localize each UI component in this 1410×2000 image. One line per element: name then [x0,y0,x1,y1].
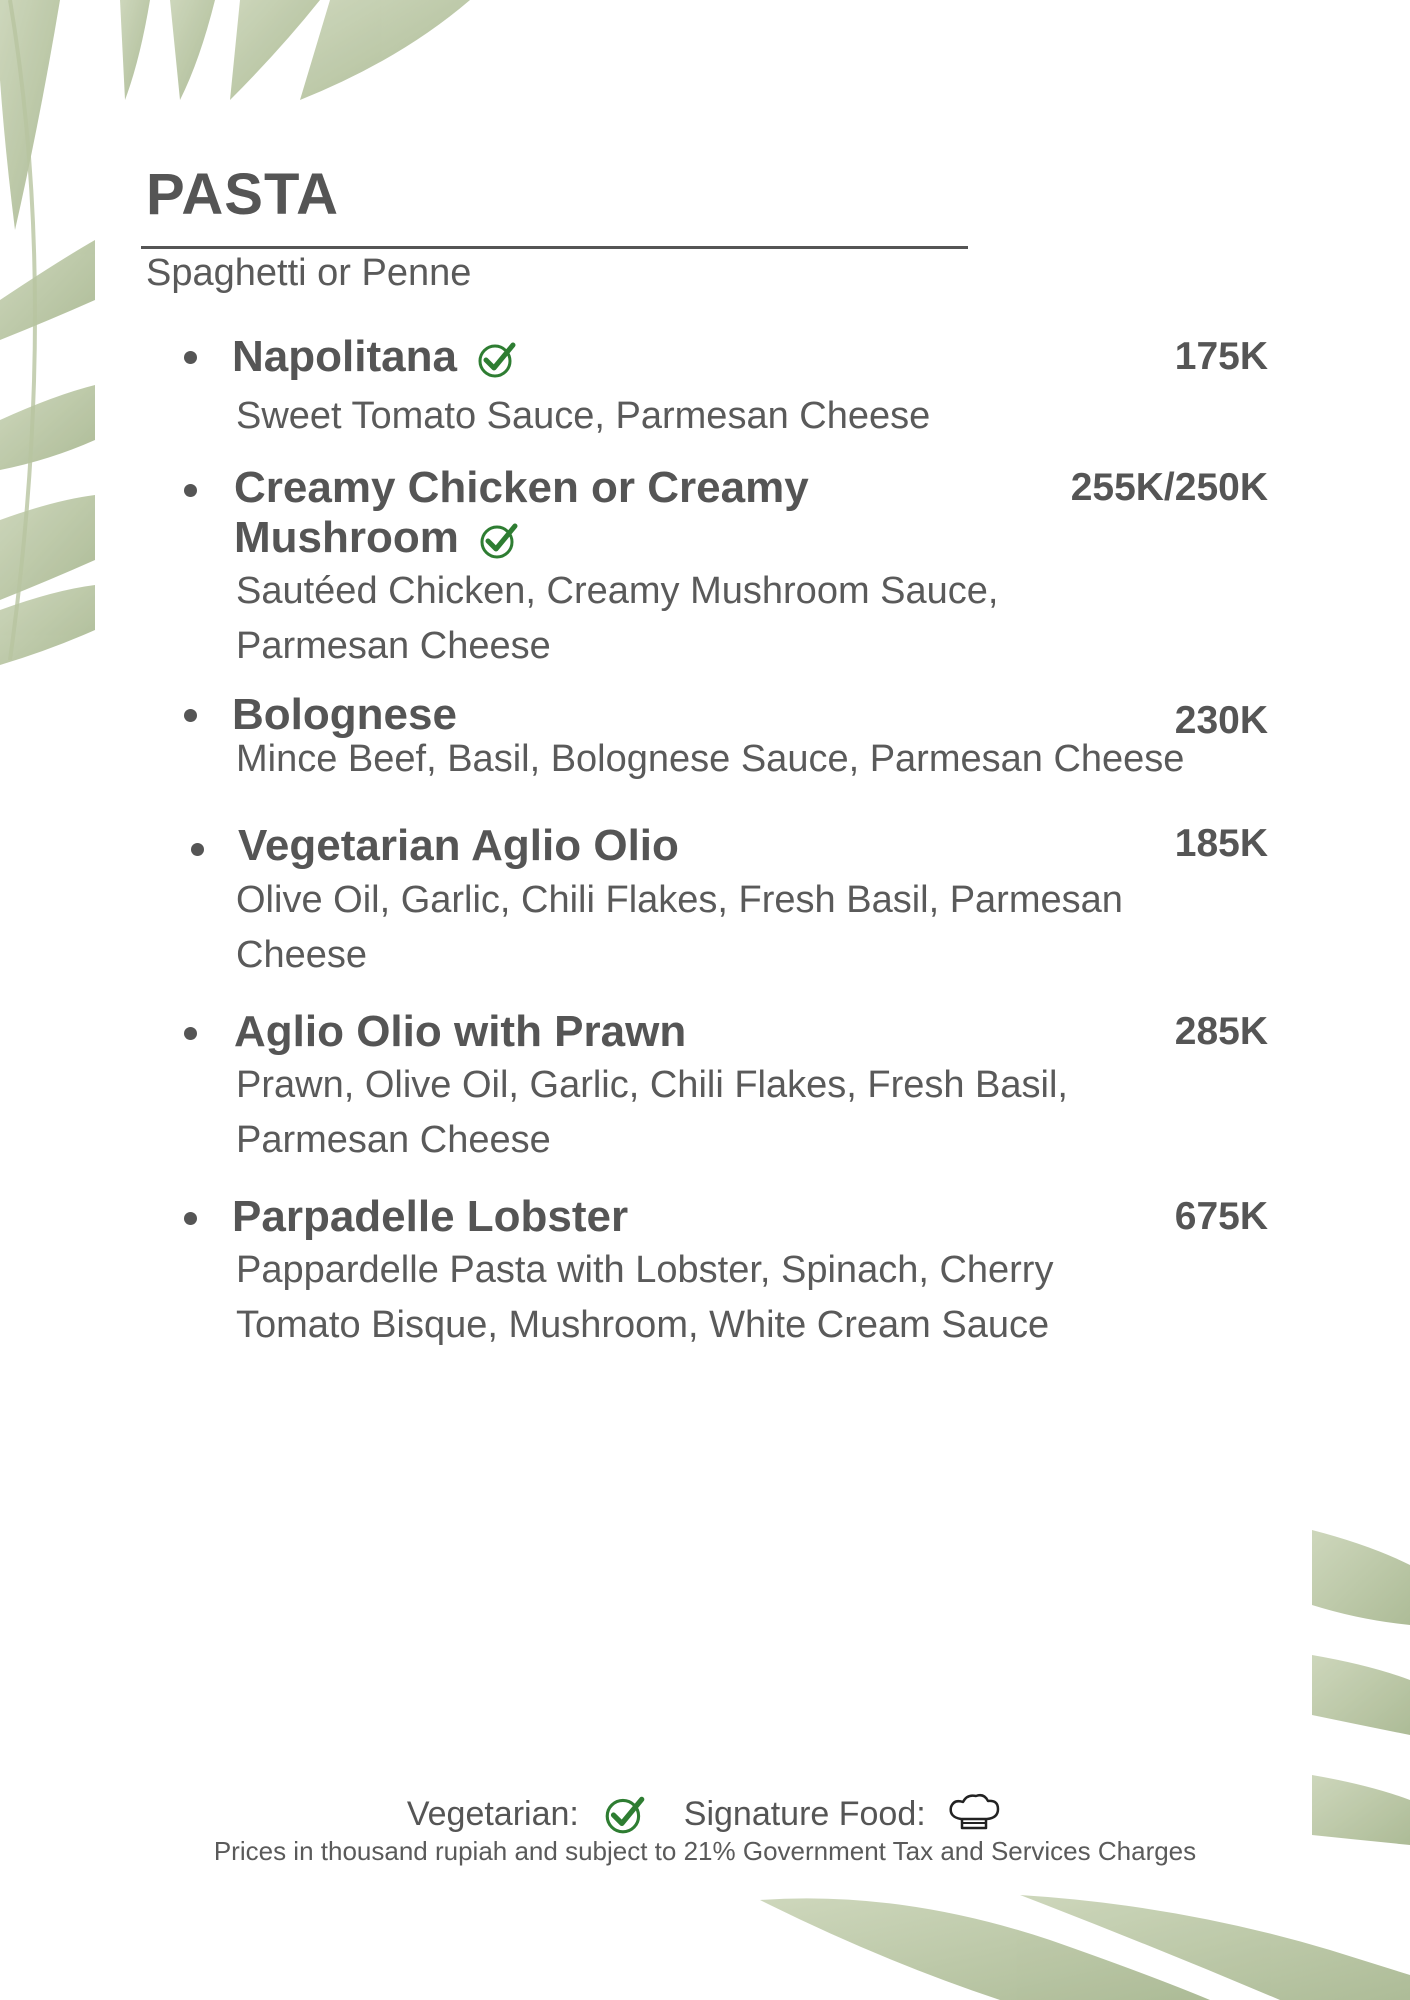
item-description [236,1058,1068,1168]
bullet [191,843,204,856]
vegetarian-legend-label: Vegetarian: [406,1795,579,1834]
description-line: Sweet Tomato Sauce, Parmesan Cheese [236,395,931,437]
item-name: Parpadelle Lobster [232,1192,629,1241]
item-price: 175K [1174,335,1268,378]
item-price: 185K [1174,822,1268,865]
bullet [184,709,197,722]
item-description [236,1243,1053,1353]
description-line: Pappardelle Pasta with Lobster, Spinach, Cherry [236,1249,1054,1291]
item-description [236,732,1184,787]
description-line: Cheese [236,934,367,976]
section-title: PASTA [146,162,339,227]
item-name-text: Napolitana [232,332,457,381]
item-name: Vegetarian Aglio Olio [238,821,679,870]
bullet [184,351,197,364]
vegetarian-check-icon [602,1793,648,1835]
item-name: Aglio Olio with Prawn [234,1007,687,1056]
item-price: 230K [1174,699,1268,742]
item-description [236,564,998,674]
item-name-line: Mushroom [234,513,459,562]
item-price: 255K/250K [1070,466,1268,509]
vegetarian-check-icon [475,339,519,379]
item-description [236,389,930,444]
item-price: 675K [1174,1195,1268,1238]
vegetarian-check-icon [477,520,521,560]
description-line: Prawn, Olive Oil, Garlic, Chili Flakes, Fresh Basil, [236,1064,1068,1106]
description-line: Mince Beef, Basil, Bolognese Sauce, Parmesan Cheese [236,738,1185,780]
item-name [234,463,874,563]
item-price: 285K [1174,1010,1268,1053]
section-subtitle: Spaghetti or Penne [146,252,472,294]
item-name: Bolognese [232,690,457,739]
chef-hat-icon [945,1793,1003,1835]
price-footnote: Prices in thousand rupiah and subject to 21% Government Tax and Services Charges [213,1836,1197,1866]
item-name [232,332,872,382]
bullet [184,484,197,497]
bullet [184,1212,197,1225]
signature-legend-label: Signature Food: [683,1795,926,1834]
bullet [184,1027,197,1040]
item-description [236,873,1123,983]
description-line: Olive Oil, Garlic, Chili Flakes, Fresh Basil, Parmesan [236,879,1123,921]
title-divider [141,246,968,249]
icon-legend [0,1788,1410,1838]
description-line: Sautéed Chicken, Creamy Mushroom Sauce, [236,570,999,612]
description-line: Parmesan Cheese [236,1119,551,1161]
description-line: Parmesan Cheese [236,625,551,667]
description-line: Tomato Bisque, Mushroom, White Cream Sauce [236,1304,1050,1346]
item-name-line: Creamy Chicken or Creamy [234,463,809,512]
